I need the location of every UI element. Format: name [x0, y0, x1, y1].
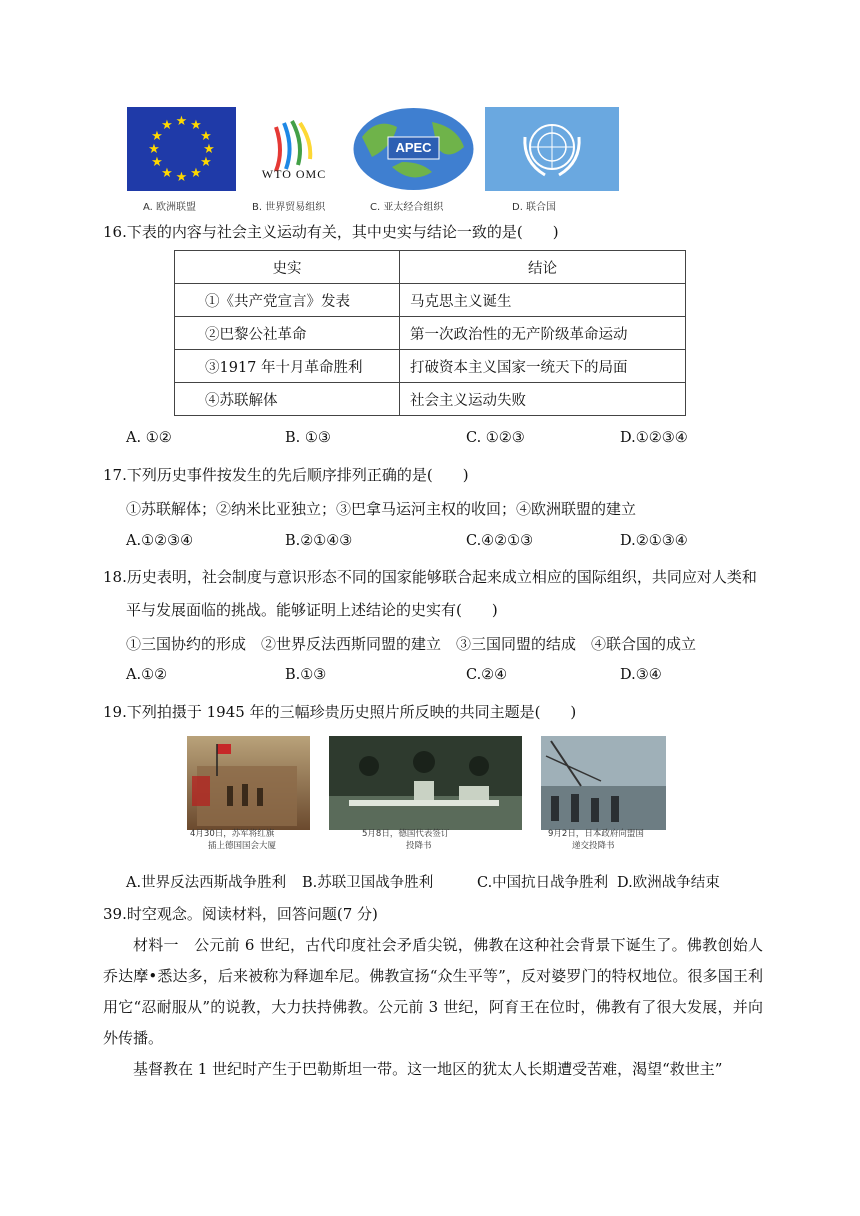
question-18-option-a: A.①②: [126, 667, 168, 683]
svg-text:★: ★: [200, 129, 212, 144]
svg-text:★: ★: [203, 142, 215, 157]
svg-text:★: ★: [190, 118, 202, 133]
question-17-option-b: B.②①④③: [285, 533, 353, 549]
svg-text:★: ★: [175, 114, 188, 129]
question-16-option-d: D.①②③④: [620, 430, 688, 446]
apec-globe-icon: [352, 107, 475, 191]
question-18-option-d: D.③④: [620, 667, 662, 683]
photo-caption-1-line2: 插上德国国会大厦: [208, 841, 277, 851]
table-row: [175, 317, 686, 350]
svg-text:★: ★: [151, 129, 163, 144]
photo-reichstag-flag: [187, 736, 310, 830]
material-2-paragraph: 基督教在 1 世纪时产生于巴勒斯坦一带。这一地区的犹太人长期遭受苦难，渴望“救世主”: [133, 1060, 723, 1078]
logo-caption-b: B. 世界贸易组织: [252, 202, 326, 213]
un-emblem-icon: [485, 107, 619, 191]
svg-text:★: ★: [161, 166, 173, 181]
table-header-row: [175, 251, 686, 284]
eu-flag-icon: [127, 107, 236, 191]
table-cell: ①《共产党宣言》发表: [175, 284, 400, 317]
logo-caption-c: C. 亚太经合组织: [370, 202, 444, 213]
question-18-stem-line2: 平与发展面临的挑战。能够证明上述结论的史实有( ): [126, 601, 498, 619]
svg-text:★: ★: [161, 118, 173, 133]
wto-logo-text: WTO OMC: [261, 167, 327, 181]
svg-text:★: ★: [148, 142, 160, 157]
photo-caption-2: [362, 828, 512, 852]
photo-japanese-surrender: [541, 736, 666, 830]
question-16-option-a: A. ①②: [126, 430, 172, 446]
question-17-option-a: A.①②③④: [126, 533, 194, 549]
svg-text:★: ★: [200, 155, 212, 170]
logo-caption-d: D. 联合国: [512, 202, 557, 213]
question-16-option-b: B. ①③: [285, 430, 331, 446]
table-row: [175, 284, 686, 317]
photo-caption-2-line2: 投降书: [406, 841, 432, 851]
question-39-stem: 39.时空观念。阅读材料，回答问题(7 分): [103, 905, 378, 923]
question-16-stem: 16.下表的内容与社会主义运动有关，其中史实与结论一致的是( ): [103, 223, 559, 241]
question-18-option-b: B.①③: [285, 667, 327, 683]
table-cell: ③1917 年十月革命胜利: [175, 350, 400, 383]
photo-caption-3-line1: 9月2日，日本政府向盟国: [548, 829, 644, 839]
photo-caption-3-line2: 递交投降书: [572, 841, 615, 851]
question-16-table: [174, 250, 686, 416]
question-18-items: ①三国协约的形成 ②世界反法西斯同盟的建立 ③三国同盟的结成 ④联合国的成立: [126, 635, 697, 653]
svg-text:★: ★: [190, 166, 202, 181]
table-row: [175, 383, 686, 416]
logo-caption-a: A. 欧洲联盟: [143, 202, 197, 213]
table-cell: 社会主义运动失败: [400, 383, 686, 416]
question-17-option-c: C.④②①③: [466, 533, 534, 549]
table-cell: 马克思主义诞生: [400, 284, 686, 317]
question-19-option-b: B.苏联卫国战争胜利: [302, 875, 434, 891]
apec-logo-text: APEC: [395, 140, 432, 155]
question-16-option-c: C. ①②③: [466, 430, 525, 446]
table-cell: ④苏联解体: [175, 383, 400, 416]
table-cell: 第一次政治性的无产阶级革命运动: [400, 317, 686, 350]
svg-text:★: ★: [175, 170, 188, 185]
question-19-option-a: A.世界反法西斯战争胜利: [126, 875, 287, 891]
question-18-stem-line1: 18.历史表明，社会制度与意识形态不同的国家能够联合起来成立相应的国际组织，共同应对人类和: [103, 568, 757, 586]
material-1-paragraph: 材料一 公元前 6 世纪，古代印度社会矛盾尖锐，佛教在这种社会背景下诞生了。佛教创始人乔达摩•悉达多，后来被称为释迦牟尼。佛教宣扬“众生平等”，反对婆罗门的特权地位。很多国王利用它“忍耐服从”的说教，大力扶持佛教。公元前 3 世纪，阿育王在位时，佛教有了很大发展，并向外传播。: [103, 936, 763, 1047]
question-17-items: ①苏联解体；②纳米比亚独立；③巴拿马运河主权的收回；④欧洲联盟的建立: [126, 500, 637, 518]
question-18-option-c: C.②④: [466, 667, 508, 683]
table-header-cell: 史实: [175, 251, 400, 284]
question-19-option-d: D.欧洲战争结束: [617, 875, 720, 891]
photo-caption-2-line1: 5月8日，德国代表签订: [362, 829, 450, 839]
question-17-stem: 17.下列历史事件按发生的先后顺序排列正确的是( ): [103, 466, 469, 484]
table-cell: ②巴黎公社革命: [175, 317, 400, 350]
svg-text:★: ★: [151, 155, 163, 170]
question-19-option-c: C.中国抗日战争胜利: [477, 875, 609, 891]
question-19-stem: 19.下列拍摄于 1945 年的三幅珍贵历史照片所反映的共同主题是( ): [103, 703, 577, 721]
table-row: [175, 350, 686, 383]
table-header-cell: 结论: [400, 251, 686, 284]
wto-logo-icon: [246, 107, 342, 191]
question-17-option-d: D.②①③④: [620, 533, 688, 549]
photo-caption-1: [190, 828, 315, 852]
table-cell: 打破资本主义国家一统天下的局面: [400, 350, 686, 383]
photo-caption-1-line1: 4月30日，苏军将红旗: [190, 829, 275, 839]
photo-caption-3: [548, 828, 678, 852]
photo-german-surrender: [329, 736, 522, 830]
